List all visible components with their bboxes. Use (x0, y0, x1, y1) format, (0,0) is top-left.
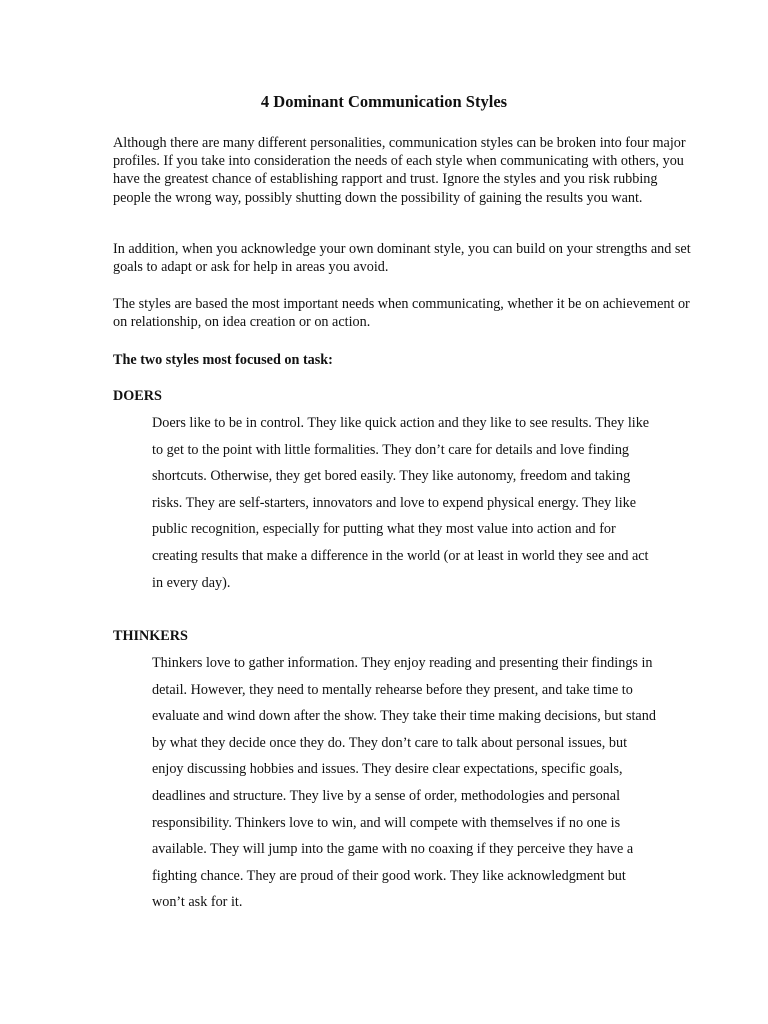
task-styles-subheading: The two styles most focused on task: (113, 352, 333, 368)
intro-paragraph: Although there are many different personalities, communication styles can be broken into four major profiles. If you take into consideration the needs of each style when communicating with others, you have the greatest chance of establishing rapport and trust. Ignore the styles and you risk rubbing people the wrong way, possibly shutting down the possibility of gaining the results you want. (113, 135, 686, 206)
page-title: 4 Dominant Communication Styles (260, 92, 508, 111)
doers-label: DOERS (113, 388, 162, 404)
doers-description: Doers like to be in control. They like quick action and they like to see results. They like to get to the point with little formalities. They don’t care for details and love finding shortcuts. Otherwise, they get bored easily. They like autonomy, freedom and taking risks. They are self-starters, innovators and love to expend physical energy. They like public recognition, especially for putting what they most value into action and for creating results that make a difference in the world (or at least in world they see and act in every day). (152, 415, 650, 591)
thinkers-description: Thinkers love to gather information. They enjoy reading and presenting their findings in detail. However, they need to mentally rehearse before they present, and take time to evaluate and wind down after the show. They take their time making decisions, but stand by what they decide once they do. They don’t care to talk about personal issues, but enjoy discussing hobbies and issues. They desire clear expectations, specific goals, deadlines and structure. They live by a sense of order, methodologies and personal responsibility. Thinkers love to win, and will compete with themselves if no one is available. They will jump into the game with no coaxing if they perceive they have a fighting chance. They are proud of their good work. They like acknowledgment but won’t ask for it. (152, 655, 656, 911)
needs-paragraph: The styles are based the most important needs when communicating, whether it be on achievement or on relationship, on idea creation or on action. (113, 296, 690, 331)
acknowledge-paragraph: In addition, when you acknowledge your own dominant style, you can build on your strengths and set goals to adapt or ask for help in areas you avoid. (113, 241, 691, 276)
thinkers-label: THINKERS (113, 628, 188, 644)
